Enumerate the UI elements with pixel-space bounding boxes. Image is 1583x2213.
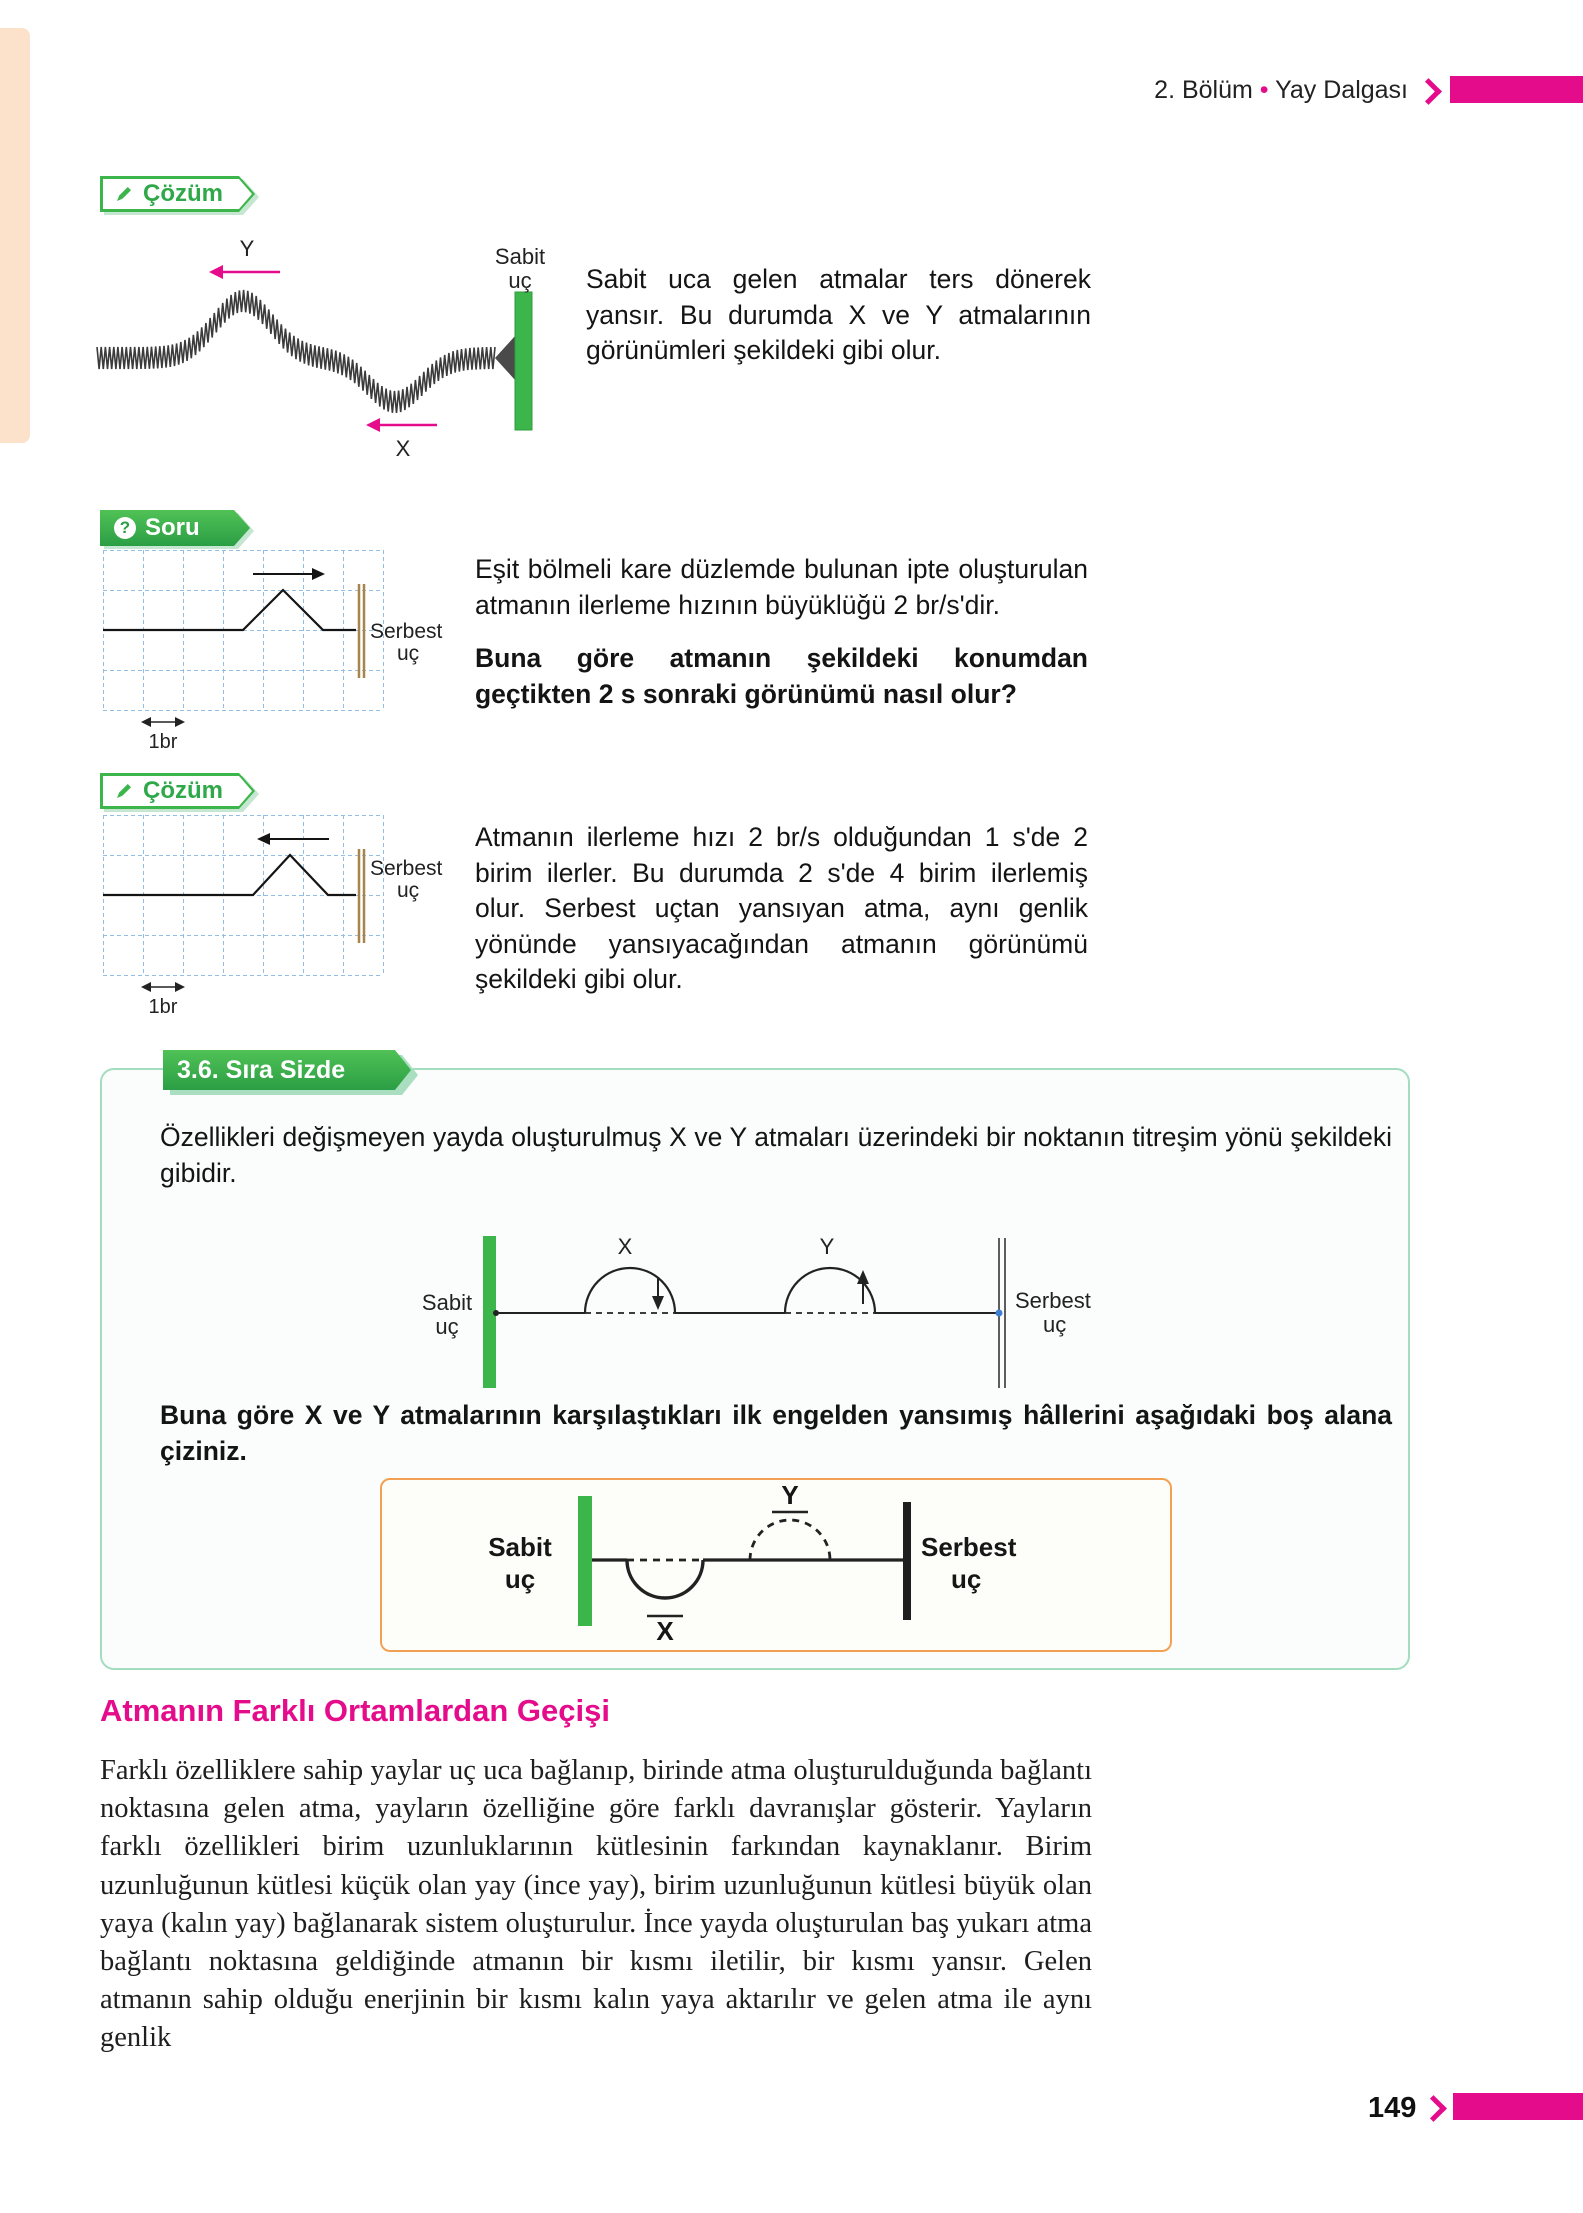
- pulse-y-label: Y: [781, 1482, 799, 1510]
- question-badge: [100, 510, 250, 546]
- badge-label: Çözüm: [143, 777, 223, 804]
- chapter-label: 2. Bölüm: [1154, 76, 1253, 104]
- free-end-label-line2: uç: [1043, 1312, 1067, 1337]
- spring-anchor-cone: [495, 336, 515, 380]
- arrowhead-right: [175, 982, 185, 992]
- margin-tab: [0, 28, 30, 443]
- free-end-ring: [996, 1310, 1003, 1317]
- fixed-end-label-line2: uç: [435, 1314, 459, 1339]
- fixed-end-label-line2: uç: [508, 268, 532, 293]
- pulse-x-arrowhead: [366, 418, 380, 432]
- fixed-end-bar: [578, 1496, 592, 1626]
- diagram-solution-grid: [103, 815, 533, 1027]
- header-chevron-icon: [1415, 78, 1442, 105]
- solution-1-text: Sabit uca gelen atmalar ters dönerek yansır. Bu durumda X ve Y atmalarının görünümleri şekildeki gibi olur.: [586, 264, 1091, 365]
- free-end-label-line1: Serbest: [921, 1532, 1017, 1562]
- rope-with-pulse: [103, 590, 356, 630]
- unit-label: 1br: [148, 996, 178, 1018]
- reflected-pulse-x-arc: [627, 1560, 703, 1598]
- fixed-wall: [515, 292, 532, 430]
- pulse-x-arc: [585, 1268, 675, 1313]
- unit-label: 1br: [148, 731, 178, 753]
- diagram-xy-pulses: [395, 1228, 1135, 1398]
- pulse-x-label: X: [656, 1616, 674, 1644]
- question-prompt: Buna göre atmanın şekildeki konumdan geçtikten 2 s sonraki görünümü nasıl olur?: [475, 643, 1088, 709]
- page-number: 149: [1368, 2092, 1417, 2124]
- solution-badge-2: [100, 773, 255, 809]
- pencil-icon: [114, 184, 134, 204]
- arrowhead-right: [312, 568, 325, 580]
- diagram-question-grid: [103, 550, 533, 762]
- pulse-y-label: Y: [819, 1234, 835, 1259]
- sira-sizde-intro: Özellikleri değişmeyen yayda oluşturulmuş X ve Y atmaları üzerindeki bir noktanın titreşim yönü şekildeki gibidir.: [160, 1122, 1392, 1188]
- footer-accent-bar: [1453, 2093, 1583, 2120]
- free-end-label-line2: uç: [397, 642, 420, 665]
- pulse-x-label: X: [395, 436, 411, 461]
- fixed-end-label-line1: Sabit: [421, 1290, 473, 1315]
- sira-sizde-instruction: Buna göre X ve Y atmalarının karşılaştıkları ilk engelden yansımış hâllerini aşağıdaki boş alana çiziniz.: [160, 1400, 1392, 1466]
- diagram-answer: [385, 1482, 1165, 1644]
- header-accent-bar: [1450, 76, 1583, 103]
- arrowhead-left: [141, 982, 151, 992]
- badge-label: Çözüm: [143, 180, 223, 207]
- sira-sizde-badge: [163, 1050, 411, 1090]
- question-text: Eşit bölmeli kare düzlemde bulunan ipte oluşturulan atmanın ilerleme hızının büyüklüğü 2 br/s'dir.: [475, 554, 1088, 620]
- article-heading: Atmanın Farklı Ortamlardan Geçişi: [100, 1693, 610, 1728]
- solution-2-text: Atmanın ilerleme hızı 2 br/s olduğundan 1 s'de 2 birim ilerler. Bu durumda 2 s'de 4 birim ilerlemiş olur. Serbest uçtan yansıyan atma, aynı genlik yönünde yansıyacağından atmanın görünümü şekildeki gibi olur.: [475, 822, 1088, 994]
- pulse-x-label: X: [617, 1234, 633, 1259]
- question-mark-icon: ?: [114, 517, 136, 539]
- header-bullet: •: [1259, 76, 1269, 104]
- solution-badge-1: [100, 176, 255, 212]
- footer-chevron-icon: [1420, 2095, 1447, 2122]
- section-title-label: Yay Dalgası: [1275, 76, 1408, 104]
- fixed-end-label-line1: Sabit: [488, 1532, 552, 1562]
- arrowhead-down: [652, 1296, 664, 1310]
- spring-coil: [97, 290, 495, 413]
- page-header: [1154, 76, 1408, 105]
- fixed-end-label-line2: uç: [504, 1564, 536, 1594]
- free-end-label-line2: uç: [951, 1564, 982, 1594]
- rope-with-pulse: [103, 855, 356, 895]
- arrowhead-right: [175, 717, 185, 727]
- article-paragraph: Farklı özelliklere sahip yaylar uç uca bağlanıp, birinde atma oluşturulduğunda bağlantı noktasına gelen atma, yayların özelliğine göre farklı davranışlar gösterir. Yayların farklı özellikleri birim uzunluklarının kütlesinin farkından kaynaklanır. Birim uzunluğunun kütlesi küçük olan yay (ince yay), birim uzunluğunun kütlesi büyük olan yaya (kalın yay) bağlanarak sistem oluşturulur. İnce yayda oluşturulan baş yukarı atma bağlantı noktasına geldiğinde atmanın bir kısmı iletilir, bir kısmı yansır. Gelen atmanın sahip olduğu enerjinin bir kısmı kalın yaya aktarılır ve gelen atma ile aynı genlik: [100, 1755, 1092, 2054]
- reflected-pulse-y-arc: [750, 1520, 830, 1560]
- pencil-icon: [114, 781, 134, 801]
- diagram-spring-reflection: [95, 228, 665, 473]
- pulse-y-arrowhead: [209, 265, 223, 279]
- free-end-label-line1: Serbest: [370, 620, 443, 643]
- pulse-y-label: Y: [239, 236, 255, 261]
- free-end-label-line2: uç: [397, 879, 420, 902]
- badge-label: Soru: [145, 514, 200, 541]
- fixed-end-label-line1: Sabit: [494, 244, 546, 269]
- free-end-label-line1: Serbest: [1015, 1288, 1091, 1313]
- badge-label: 3.6. Sıra Sizde: [177, 1055, 346, 1084]
- arrowhead-left: [141, 717, 151, 727]
- free-end-bar: [903, 1502, 911, 1620]
- free-end-label-line1: Serbest: [370, 857, 443, 880]
